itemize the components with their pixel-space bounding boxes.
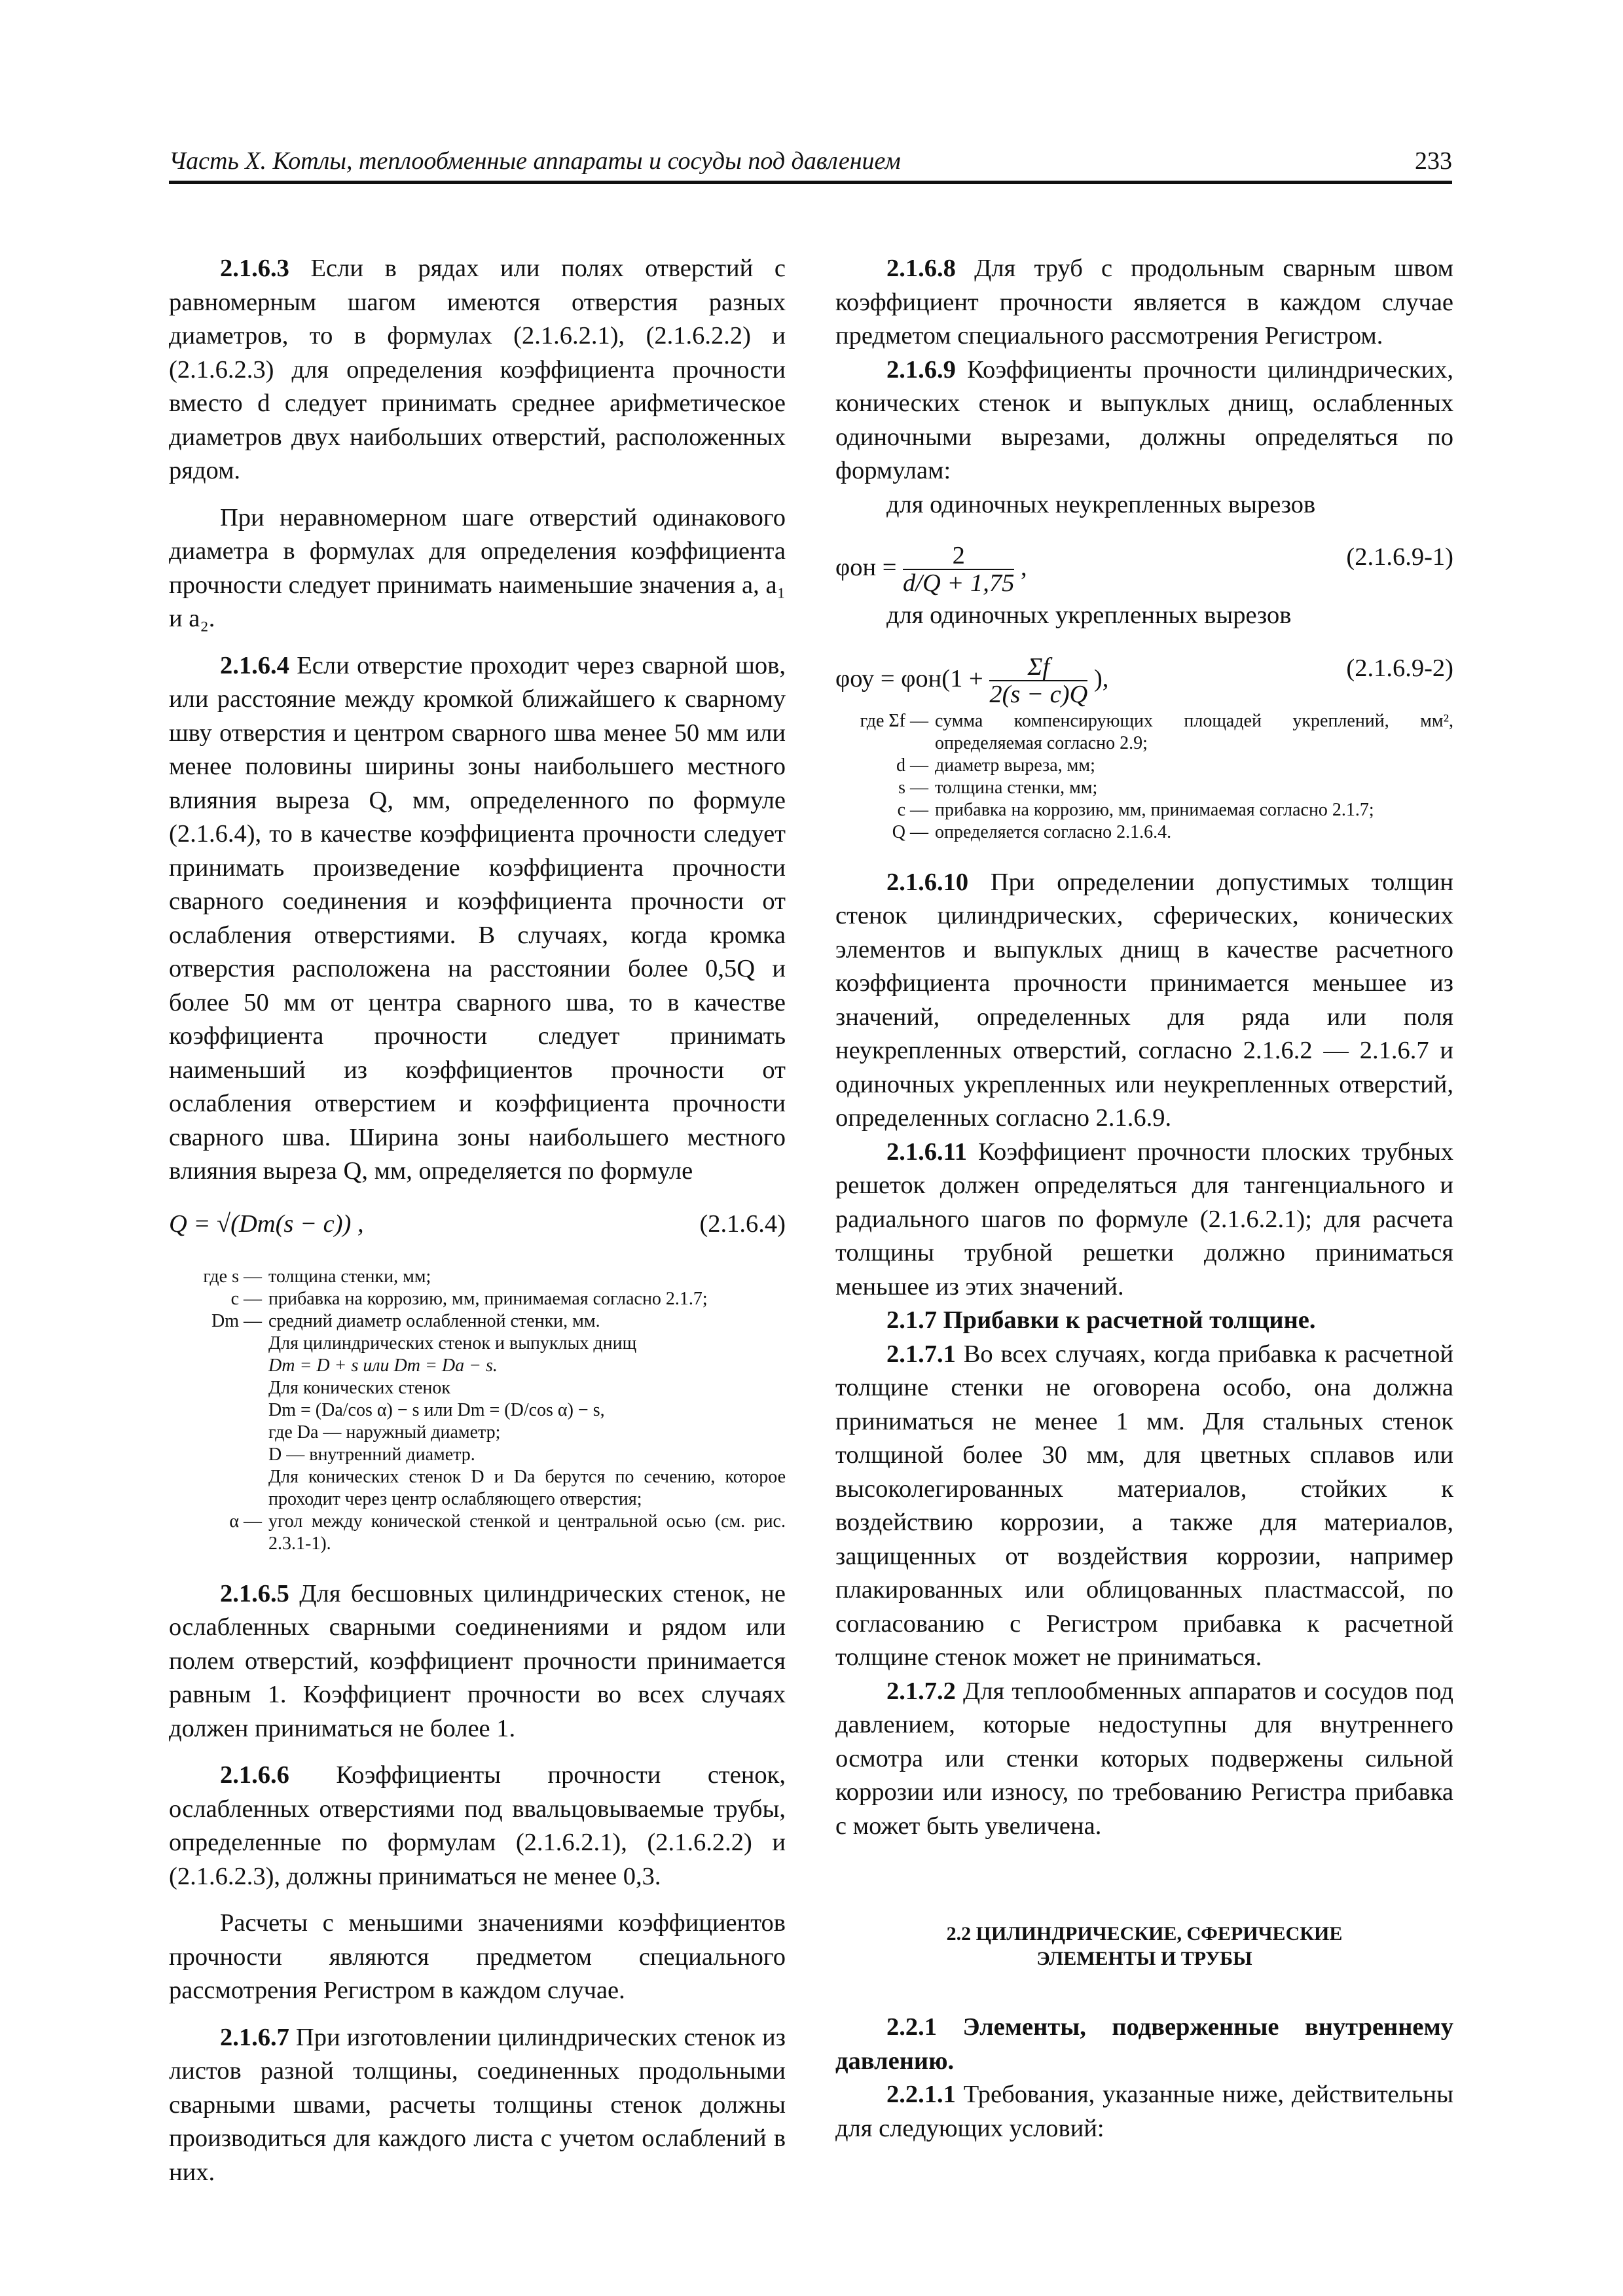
formula-2-1-6-4 — [169, 1198, 786, 1257]
clause-number: 2.1.6.11 — [886, 1138, 968, 1166]
clause-number: 2.1.6.3 — [220, 255, 289, 282]
legend-row: Q — определяется согласно 2.1.6.4. — [892, 821, 1172, 842]
paragraph-2-1-6-11 — [835, 1136, 1453, 1304]
formula-ref: (2.1.6.9-1) — [1346, 543, 1453, 571]
paragraph-unreinforced: для одиночных неукрепленных вырезов — [886, 490, 1316, 518]
legend-note: Для конических стенок D и Da берутся по сечению, которое проходит через центр ослабляющего отверстия; — [268, 1466, 786, 1509]
clause-number: 2.1.6.8 — [886, 255, 956, 282]
clause-text: Коэффициенты прочности цилиндрических, конических стенок и выпуклых днищ, ослабленных одиночными вырезами, должны определяться по формулам: — [835, 355, 1453, 484]
legend-note: где Da — наружный диаметр; — [268, 1422, 501, 1443]
clause-text: Во всех случаях, когда прибавка к расчетной толщине стенки не оговорена особо, она должна приниматься не менее 1 мм. Для стальных стенок толщиной более 30 мм, для цветных сплавов или высоколегированных материалов, стойких к воздействию коррозии, а также для материалов, защищенных от воздействия коррозии, например плакированных или облицованных пластмассой, по согласованию с Регистром прибавка к расчетной толщине стенок может не приниматься. — [835, 1340, 1453, 1671]
clause-number: 2.1.6.9 — [886, 355, 956, 384]
clause-number: 2.1.6.5 — [220, 1579, 289, 1607]
formula-expression: Q = √(Dm(s − c)) , — [169, 1210, 364, 1238]
legend-note: Для цилиндрических стенок и выпуклых днищ — [268, 1333, 637, 1354]
clause-number: 2.1.7.1 — [886, 1340, 956, 1368]
formula-2-1-6-9-2 — [835, 642, 1453, 708]
paragraph-2-1-6-9 — [835, 353, 1453, 488]
clause-text: Если в рядах или полях отверстий с равномерным шагом имеются отверстия разных диаметров, то в формулах (2.1.6.2.1), (2.1.6.2.2) и (2.1.6.2.3) для определения коэффициента прочности вместо d следует принимать среднее арифметическое диаметров двух наибольших отверстий, расположенных рядом. — [169, 255, 786, 484]
running-header — [169, 140, 1452, 184]
formula-legend — [835, 710, 1453, 844]
clause-number: 2.1.6.10 — [886, 868, 969, 896]
legend-note: Dm = (Da/cos α) − s или Dm = (D/cos α) − s, — [268, 1399, 605, 1420]
clause-text: Для теплообменных аппаратов и сосудов под давлением, которые недоступны для внутреннего осмотра или стенки которых подвержены сильной коррозии или износу, по требованию Регистра прибавка c может быть увеличена. — [835, 1677, 1453, 1840]
clause-text: Для труб с продольным сварным швом коэффициент прочности является в каждом случае предметом специального рассмотрения Регистром. — [835, 255, 1453, 350]
legend-note: Для конических стенок — [268, 1377, 451, 1398]
paragraph-2-1-6-10 — [835, 866, 1453, 1136]
left-column — [169, 252, 786, 2189]
paragraph-2-1-6-5 — [169, 1577, 786, 1746]
legend-note: D — внутренний диаметр. — [268, 1444, 475, 1465]
formula-expression: φон = $\frac{2}{d/Q + 1,75}$ , — [835, 542, 1027, 597]
legend-row: α — угол между конической стенкой и центральной осью (см. рис. 2.3.1-1). — [229, 1511, 786, 1554]
legend-row: c — прибавка на коррозию, мм, принимаемая согласно 2.1.7; — [230, 1288, 708, 1309]
clause-text: Для бесшовных цилиндрических стенок, не ослабленных сварными соединениями и рядом или полем отверстий, коэффициент прочности принимается равным 1. Коэффициент прочности во всех случаях должен приниматься не более 1. — [169, 1579, 786, 1742]
clause-number: 2.1.6.6 — [220, 1761, 289, 1789]
clause-text: При изготовлении цилиндрических стенок из листов разной толщины, соединенных продольными сварными швами, расчеты толщины стенок должны производиться для каждого листа с учетом ослаблений в них. — [169, 2023, 786, 2186]
fraction: $\frac{\Sigma f}{2(s - c)Q}$ — [989, 653, 1088, 708]
paragraph-reinforced: для одиночных укрепленных вырезов — [886, 601, 1292, 629]
clause-number: 2.1.6.7 — [220, 2023, 289, 2051]
clause-number: 2.2.1.1 — [886, 2081, 956, 2108]
clause-text: При определении допустимых толщин стенок цилиндрических, сферических, конических элементов и выпуклых днищ в качестве расчетного коэффициента прочности принимается меньшее из значений, определенных для ряда или поля неукрепленных отверстий, согласно 2.1.6.2 — 2.1.6.7 и одиночных укрепленных или неукрепленных отверстий, определенных согласно 2.1.6.9. — [835, 868, 1453, 1132]
running-title: Часть X. Котлы, теплообменные аппараты и сосуды под давлением — [169, 147, 901, 175]
legend-row: Dm — средний диаметр ослабленной стенки, мм. — [211, 1310, 600, 1331]
paragraph-2-1-6-6 — [169, 1759, 786, 1893]
page-number: 233 — [1415, 147, 1452, 175]
formula-legend — [169, 1266, 786, 1555]
clause-text: Требования, указанные ниже, действительны для следующих условий: — [835, 2081, 1453, 2142]
clause-text: Если отверстие проходит через сварной шов, или расстояние между кромкой ближайшего к сварному шву отверстия и центром сварного шва менее 50 мм или менее половины ширины зоны наибольшего местного влияния выреза Q, мм, определенного по формуле (2.1.6.4), то в качестве коэффициента прочности следует принимать произведение коэффициента прочности сварного соединения и коэффициента прочности от ослабления отверстиями. В случаях, когда кромка отверстия расположена на расстоянии более 0,5Q и более 50 мм от центра сварного шва, то в качестве коэффициента прочности следует принимать наименьший из коэффициентов прочности от ослабления отверстием и коэффициента прочности сварного шва. Ширина зоны наибольшего местного влияния выреза Q, мм, определяется по формуле — [169, 651, 786, 1185]
formula-ref: (2.1.6.4) — [699, 1210, 786, 1238]
clause-text: Коэффициенты прочности стенок, ослабленных отверстиями под ввальцовываемые трубы, определенные по формулам (2.1.6.2.1), (2.1.6.2.2) и (2.1.6.2.3), должны приниматься не менее 0,3. — [169, 1761, 786, 1890]
clause-number: 2.1.6.4 — [220, 651, 289, 679]
paragraph-2-1-6-3 — [169, 252, 786, 488]
legend-row: где s — толщина стенки, мм; — [203, 1266, 431, 1287]
paragraph-2-2-1-1 — [835, 2078, 1453, 2145]
section-heading-2-2: 2.2 ЦИЛИНДРИЧЕСКИЕ, СФЕРИЧЕСКИЕ ЭЛЕМЕНТЫ И ТРУБЫ — [946, 1923, 1343, 1969]
formula-2-1-6-9-1 — [835, 531, 1453, 597]
clause-text: Коэффициент прочности плоских трубных решеток должен определяться для тангенциального и радиального шагов по формуле (2.1.6.2.1); для расчета толщины трубной решетки должно приниматься меньшее из этих значений. — [835, 1138, 1453, 1300]
legend-row: c — прибавка на коррозию, мм, принимаемая согласно 2.1.7; — [897, 799, 1374, 820]
paragraph-2-1-7-1 — [835, 1338, 1453, 1675]
clause-number: 2.1.7.2 — [886, 1677, 956, 1705]
formula-ref: (2.1.6.9-2) — [1346, 654, 1453, 682]
subheading-2-1-7: 2.1.7 Прибавки к расчетной толщине. — [886, 1306, 1316, 1334]
paragraph-2-1-7-2 — [835, 1675, 1453, 1844]
paragraph-uneven-pitch: При неравномерном шаге отверстий одинакового диаметра в формулах для определения коэффициента прочности следует принимать наименьшие значения a, a₁ и a₂. — [169, 503, 786, 632]
paragraph-2-1-6-8 — [835, 252, 1453, 353]
subheading-2-2-1: 2.2.1 Элементы, подверженные внутреннему давлению. — [835, 2013, 1453, 2075]
legend-row: s — толщина стенки, мм; — [898, 777, 1098, 798]
legend-row: где Σf — сумма компенсирующих площадей укреплений, мм², определяемая согласно 2.9; — [860, 710, 1453, 753]
legend-note: Dm = D + s или Dm = Da − s. — [268, 1355, 498, 1376]
formula-expression: φоу = φон(1 + $\frac{\Sigma f}{2(s - c)Q}$ ), — [835, 653, 1109, 708]
fraction: $\frac{2}{d/Q + 1,75}$ — [903, 542, 1015, 597]
paragraph-2-1-6-4 — [169, 649, 786, 1189]
paragraph-2-1-6-7 — [169, 2021, 786, 2190]
legend-row: d — диаметр выреза, мм; — [896, 755, 1095, 776]
paragraph-lower-values: Расчеты с меньшими значениями коэффициентов прочности являются предметом специального рассмотрения Регистром в каждом случае. — [169, 1909, 786, 2004]
right-column — [835, 252, 1453, 2145]
